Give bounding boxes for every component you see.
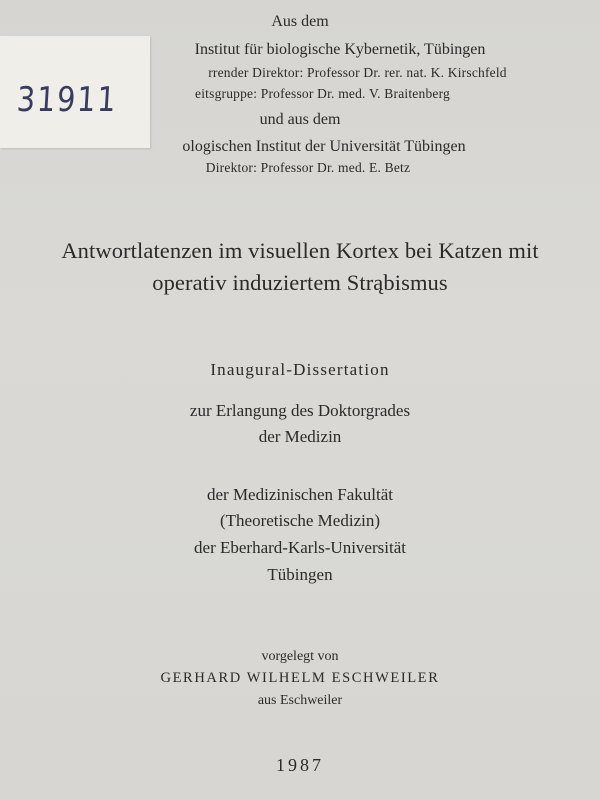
header-institute-2: ologischen Institut der Universität Tübingen — [182, 138, 466, 155]
author-name: GERHARD WILHELM ESCHWEILER — [160, 670, 440, 686]
header-director-1: rrender Direktor: Professor Dr. rer. nat. K. Kirschfeld — [208, 65, 507, 80]
purpose-line-1: zur Erlangung des Doktorgrades — [189, 401, 411, 420]
header-institute-1: Institut für biologische Kybernetik, Tübingen — [194, 41, 486, 58]
author-origin: aus Eschweiler — [257, 693, 343, 708]
publication-year: 1987 — [276, 755, 324, 775]
header-aus-dem: Aus dem — [271, 13, 329, 30]
title-line-1: Antwortlatenzen im visuellen Kortex bei Katzen mit — [61, 238, 539, 263]
presented-by: vorgelegt von — [261, 649, 339, 664]
purpose-line-2: der Medizin — [258, 427, 342, 446]
library-call-number: 31911 — [15, 80, 119, 120]
title-line-2: operativ induziertem Strąbismus — [152, 270, 448, 295]
library-label — [0, 36, 150, 148]
faculty-line-1: der Medizinischen Fakultät — [206, 485, 393, 504]
header-workgroup: eitsgruppe: Professor Dr. med. V. Braitenberg — [195, 86, 450, 101]
faculty-line-4: Tübingen — [267, 565, 333, 584]
header-director-2: Direktor: Professor Dr. med. E. Betz — [205, 160, 411, 175]
header-und-aus-dem: und aus dem — [259, 111, 341, 128]
faculty-line-2: (Theoretische Medizin) — [219, 511, 380, 530]
faculty-line-3: der Eberhard-Karls-Universität — [194, 538, 406, 557]
dissertation-type: Inaugural-Dissertation — [210, 360, 390, 379]
